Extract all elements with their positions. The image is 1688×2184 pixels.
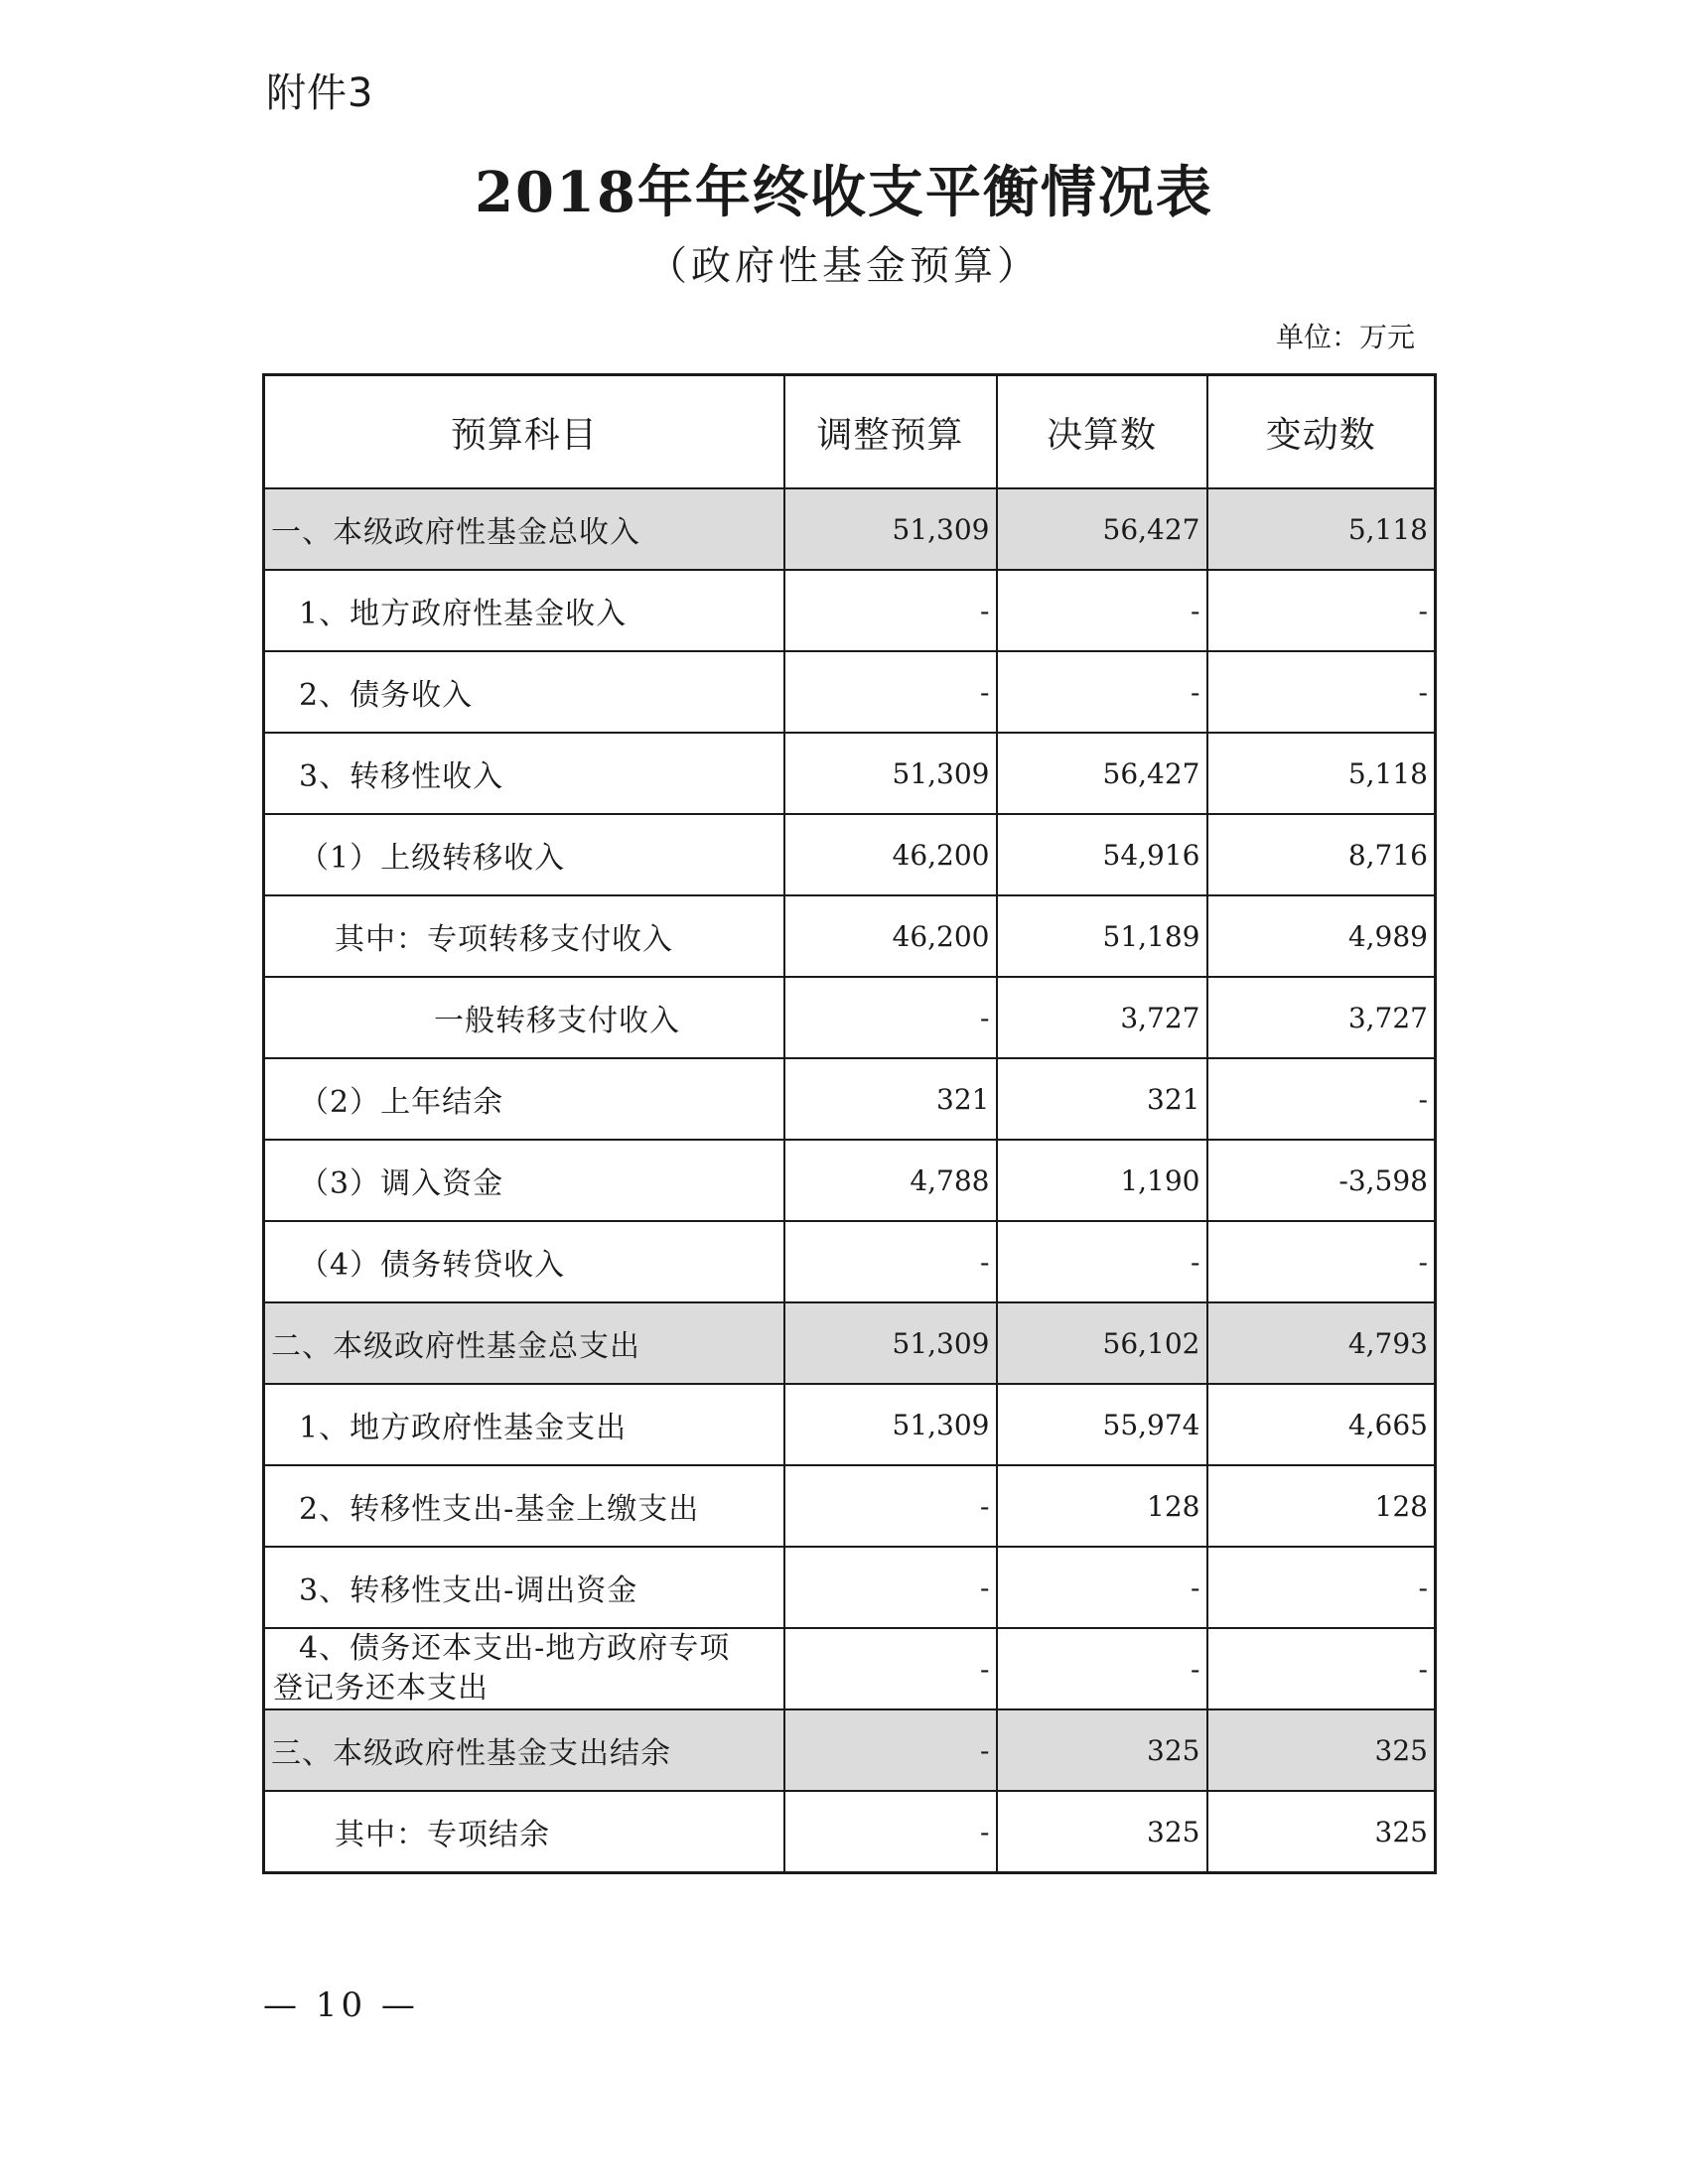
adjusted-value: -: [784, 1791, 997, 1873]
adjusted-value: 46,200: [784, 814, 997, 895]
final-value: -: [997, 570, 1207, 651]
table-row: [264, 1547, 1436, 1628]
attachment-label: 附件3: [266, 70, 374, 116]
change-value: -: [1207, 651, 1436, 733]
final-value: 325: [997, 1791, 1207, 1873]
table-header-row: [264, 375, 1436, 489]
row-label: 1、地方政府性基金收入: [264, 570, 784, 651]
balance-table: [262, 373, 1437, 1874]
row-label: （2）上年结余: [264, 1058, 784, 1140]
adjusted-value: -: [784, 977, 997, 1058]
row-label: （1）上级转移收入: [264, 814, 784, 895]
final-value: 325: [997, 1709, 1207, 1791]
page-subtitle: （政府性基金预算）: [647, 243, 1041, 289]
row-label-multiline: [264, 1628, 784, 1709]
table-row: [264, 1058, 1436, 1140]
table-row: [264, 1791, 1436, 1873]
final-value: 56,427: [997, 488, 1207, 570]
table-row-section: [264, 488, 1436, 570]
row-label-line1: 4、债务还本支出-地方政府专项: [299, 1631, 731, 1666]
row-label: 一、本级政府性基金总收入: [264, 488, 784, 570]
final-value: 54,916: [997, 814, 1207, 895]
row-label: （3）调入资金: [264, 1140, 784, 1221]
row-label: 3、转移性支出-调出资金: [264, 1547, 784, 1628]
row-label: 二、本级政府性基金总支出: [264, 1302, 784, 1384]
change-value: 325: [1207, 1791, 1436, 1873]
adjusted-value: -: [784, 1547, 997, 1628]
table-row: [264, 733, 1436, 814]
row-label: 1、地方政府性基金支出: [264, 1384, 784, 1465]
unit-label: 单位：万元: [1275, 321, 1415, 353]
final-value: 56,427: [997, 733, 1207, 814]
change-value: -: [1207, 1628, 1436, 1709]
row-label: 2、债务收入: [264, 651, 784, 733]
row-label: 2、转移性支出-基金上缴支出: [264, 1465, 784, 1547]
final-value: 56,102: [997, 1302, 1207, 1384]
final-value: 55,974: [997, 1384, 1207, 1465]
final-value: -: [997, 651, 1207, 733]
change-value: 5,118: [1207, 488, 1436, 570]
final-value: 321: [997, 1058, 1207, 1140]
adjusted-value: -: [784, 1709, 997, 1791]
final-value: -: [997, 1628, 1207, 1709]
change-value: -: [1207, 1547, 1436, 1628]
change-value: 3,727: [1207, 977, 1436, 1058]
adjusted-value: -: [784, 1465, 997, 1547]
final-value: 3,727: [997, 977, 1207, 1058]
change-value: 8,716: [1207, 814, 1436, 895]
table-row: [264, 1628, 1436, 1709]
change-value: 4,989: [1207, 895, 1436, 977]
adjusted-value: 46,200: [784, 895, 997, 977]
change-value: -: [1207, 570, 1436, 651]
change-value: 4,665: [1207, 1384, 1436, 1465]
table-row: [264, 1465, 1436, 1547]
column-header-final: 决算数: [997, 375, 1207, 489]
table-row: [264, 895, 1436, 977]
change-value: 5,118: [1207, 733, 1436, 814]
page-number: — 10 —: [263, 1985, 419, 2025]
adjusted-value: 51,309: [784, 1302, 997, 1384]
table-row-section: [264, 1302, 1436, 1384]
row-label-line2: 登记务还本支出: [273, 1671, 489, 1706]
row-label: 其中：专项结余: [264, 1791, 784, 1873]
final-value: 128: [997, 1465, 1207, 1547]
adjusted-value: 51,309: [784, 488, 997, 570]
row-label: 三、本级政府性基金支出结余: [264, 1709, 784, 1791]
adjusted-value: 321: [784, 1058, 997, 1140]
column-header-change: 变动数: [1207, 375, 1436, 489]
final-value: -: [997, 1221, 1207, 1302]
change-value: 128: [1207, 1465, 1436, 1547]
change-value: 4,793: [1207, 1302, 1436, 1384]
table-row: [264, 651, 1436, 733]
table-row: [264, 570, 1436, 651]
table-row: [264, 1384, 1436, 1465]
change-value: 325: [1207, 1709, 1436, 1791]
adjusted-value: -: [784, 651, 997, 733]
adjusted-value: -: [784, 1221, 997, 1302]
adjusted-value: -: [784, 1628, 997, 1709]
row-label: 3、转移性收入: [264, 733, 784, 814]
change-value: -3,598: [1207, 1140, 1436, 1221]
change-value: -: [1207, 1221, 1436, 1302]
adjusted-value: -: [784, 570, 997, 651]
row-label: 其中：专项转移支付收入: [264, 895, 784, 977]
adjusted-value: 51,309: [784, 1384, 997, 1465]
table-row-section: [264, 1709, 1436, 1791]
table-row: [264, 814, 1436, 895]
adjusted-value: 51,309: [784, 733, 997, 814]
table-row: [264, 1140, 1436, 1221]
column-header-item: 预算科目: [264, 375, 784, 489]
final-value: 51,189: [997, 895, 1207, 977]
change-value: -: [1207, 1058, 1436, 1140]
final-value: -: [997, 1547, 1207, 1628]
column-header-adjusted: 调整预算: [784, 375, 997, 489]
row-label: （4）债务转贷收入: [264, 1221, 784, 1302]
page-title: 2018年年终收支平衡情况表: [475, 160, 1213, 225]
table-row: [264, 977, 1436, 1058]
table-row: [264, 1221, 1436, 1302]
final-value: 1,190: [997, 1140, 1207, 1221]
row-label: 一般转移支付收入: [264, 977, 784, 1058]
adjusted-value: 4,788: [784, 1140, 997, 1221]
